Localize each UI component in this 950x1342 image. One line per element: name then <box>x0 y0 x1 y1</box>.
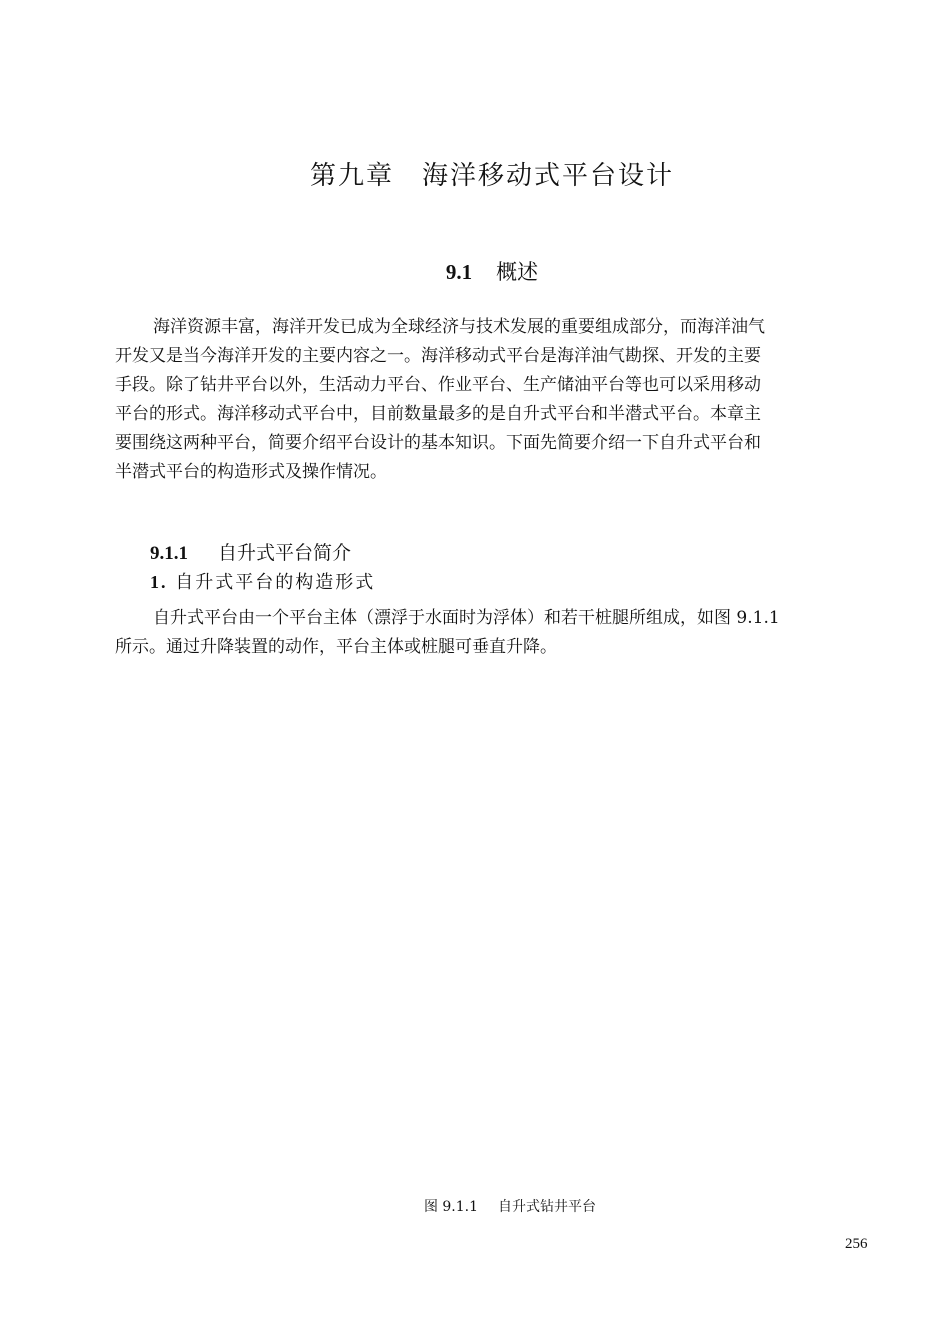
item-heading <box>150 568 375 594</box>
chapter-title <box>0 155 950 192</box>
subsection-number: 9.1.1 <box>150 543 188 564</box>
body-paragraph <box>115 604 871 662</box>
paragraph-line: 要围绕这两种平台，简要介绍平台设计的基本知识。下面先简要介绍一下自升式平台和 <box>115 433 761 453</box>
paragraph-line: 所示。通过升降装置的动作，平台主体或桩腿可垂直升降。 <box>115 637 557 657</box>
page-number: 256 <box>845 1236 868 1252</box>
intro-paragraph <box>115 313 871 487</box>
paragraph-line: 手段。除了钻井平台以外，生活动力平台、作业平台、生产储油平台等也可以采用移动 <box>115 375 761 395</box>
paragraph-line: 自升式平台由一个平台主体（漂浮于水面时为浮体）和若干桩腿所组成，如图 9.1.1 <box>153 608 780 628</box>
section-number: 9.1 <box>445 260 473 284</box>
paragraph-line: 海洋资源丰富，海洋开发已成为全球经济与技术发展的重要组成部分，而海洋油气 <box>153 317 765 337</box>
figure-caption-text: 自升式钻井平台 <box>498 1199 597 1215</box>
figure-number: 图 9.1.1 <box>423 1199 479 1215</box>
section-heading <box>0 256 950 286</box>
subsection-heading <box>150 538 351 565</box>
subsection-name: 自升式平台简介 <box>218 542 352 564</box>
item-number: 1. <box>150 572 168 592</box>
chapter-label: 第九章 <box>309 161 394 191</box>
paragraph-line: 平台的形式。海洋移动式平台中，目前数量最多的是自升式平台和半潜式平台。本章主 <box>115 404 761 424</box>
figure-placeholder <box>150 700 830 1170</box>
section-name: 概述 <box>496 260 539 284</box>
paragraph-line: 半潜式平台的构造形式及操作情况。 <box>115 462 387 482</box>
paragraph-line: 开发又是当今海洋开发的主要内容之一。海洋移动式平台是海洋油气勘探、开发的主要 <box>115 346 761 366</box>
figure-caption <box>0 1196 950 1216</box>
chapter-name: 海洋移动式平台设计 <box>422 161 675 191</box>
item-name: 自升式平台的构造形式 <box>175 572 376 593</box>
